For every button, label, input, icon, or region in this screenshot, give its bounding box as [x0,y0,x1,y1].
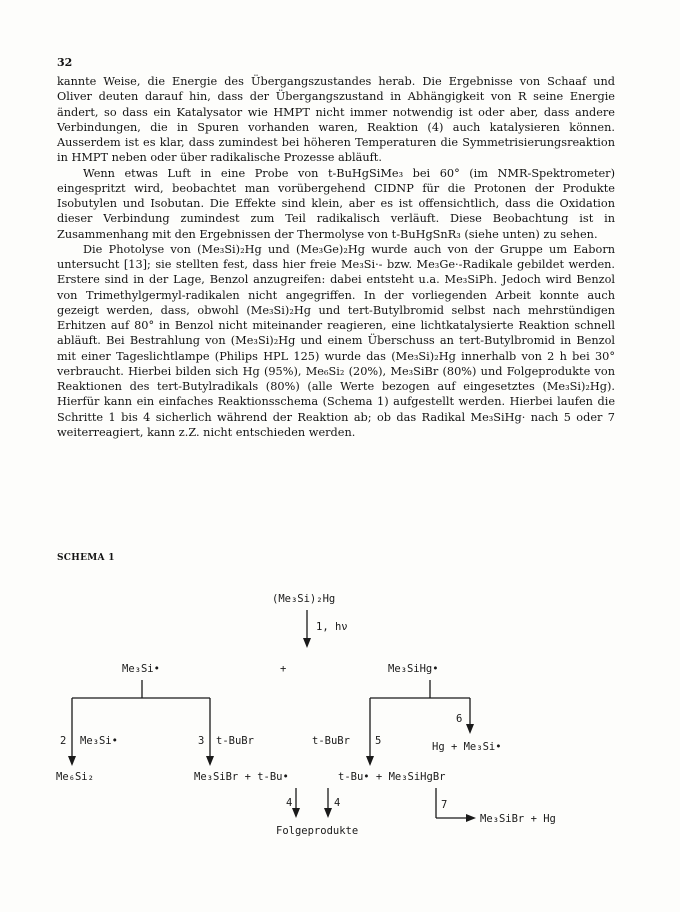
step4a-label: 4 [286,797,293,809]
step1-label: 1, hν [316,621,348,633]
paragraph-3: Die Photolyse von (Me₃Si)₂Hg und (Me₃Ge)₂Hg wurde auch von der Gruppe um Eaborn untersucht [13]; sie stellten fest, dass hier freie Me₃Si·- bzw. Me₃Ge·-Radikale gebildet werden. Erstere sind in der Lage, Benzol anzugreifen: dabei entsteht u.a. Me₃SiPh. Jedoch wird Benzol von Trimethylgermyl-radikalen nicht angegriffen. In der vorliegenden Arbeit konnte auch gezeigt werden, dass, obwohl (Me₃Si)₂Hg und tert-Butylbromid selbst nach mehrstündigen Erhitzen auf 80° in Benzol nicht miteinander reagieren, eine lichtkatalysierte Reaktion schnell abläuft. Bei Bestrahlung von (Me₃Si)₂Hg und einem Überschuss an tert-Butylbromid in Benzol mit einer Tageslichtlampe (Philips HPL 125) wurde das (Me₃Si)₂Hg innerhalb von 2 h bei 30° verbraucht. Hierbei bilden sich Hg (95%), Me₆Si₂ (20%), Me₃SiBr (80%) und Folgeprodukte von Reaktionen des tert-Butylradikals (80%) (alle Werte bezogen auf eingesetztes (Me₃Si)₂Hg). Hierfür kann ein einfaches Reaktionsschema (Schema 1) aufgestellt werden. Hierbei laufen die Schritte 1 bis 4 sicherlich während der Reaktion ab; ob das Radikal Me₃SiHg· nach 5 oder 7 weiterreagiert, kann z.Z. nicht entschieden werden. [57,242,615,439]
arrowhead-step7 [466,814,476,822]
products-step7: Me₃SiBr + Hg [480,813,556,825]
step4b-label: 4 [334,797,341,809]
reagent2: Me₃Si• [80,735,118,747]
radical-left: Me₃Si• [122,663,160,675]
reagent3: t-BuBr [216,735,254,747]
body-text [57,74,615,440]
arrowhead-step1 [303,638,311,648]
paragraph-2: Wenn etwas Luft in eine Probe von t-BuHgSiMe₃ bei 60° (im NMR-Spektrometer) eingespritzt wird, beobachtet man vorübergehend CIDNP für die Protonen der Produkte Isobutylen und Isobutan. Die Effekte sind klein, aber es ist offensichtlich, dass die Oxidation dieser Verbindung zumindest zum Teil radikalisch verläuft. Diese Beobachtung ist in Zusammenhang mit den Ergebnissen der Thermolyse von t-BuHgSnR₃ (siehe unten) zu sehen. [57,166,615,241]
products-step3: Me₃SiBr + t-Bu• [194,771,289,783]
page-number: 32 [57,56,73,69]
step7-label: 7 [441,799,448,811]
product-disilane: Me₆Si₂ [56,771,94,783]
arrowhead-step4b [324,808,332,818]
reaction-scheme [0,580,680,860]
arrowhead-step6 [466,724,474,734]
folgeprodukte-label: Folgeprodukte [276,825,359,837]
arrowhead-step5 [366,756,374,766]
products-step5: t-Bu• + Me₃SiHgBr [338,771,446,783]
step5-label: 5 [375,735,382,747]
step3-label: 3 [198,735,205,747]
products-step6: Hg + Me₃Si• [432,741,502,753]
paragraph-1: kannte Weise, die Energie des Übergangszustandes herab. Die Ergebnisse von Schaaf und Oliver deuten darauf hin, dass der Übergangszustand in Abhängigkeit von R seine Energie ändert, so dass ein Katalysator wie HMPT nicht immer notwendig ist oder aber, dass andere Verbindungen, die in Spuren vorhanden waren, Reaktion (4) auch katalysieren können. Ausserdem ist es klar, dass zumindest bei höheren Temperaturen die Symmetrisierungsreaktion in HMPT neben oder über radikalische Prozesse abläuft. [57,75,615,165]
start-compound: (Me₃Si)₂Hg [272,593,336,605]
step6-label: 6 [456,713,463,725]
arrowhead-step4a [292,808,300,818]
reagent5: t-BuBr [312,735,350,747]
step2-label: 2 [60,735,67,747]
arrowhead-step3 [206,756,214,766]
schema-label: SCHEMA 1 [57,553,115,563]
radical-right: Me₃SiHg• [388,663,439,675]
arrowhead-step2 [68,756,76,766]
plus-sign: + [280,663,287,675]
